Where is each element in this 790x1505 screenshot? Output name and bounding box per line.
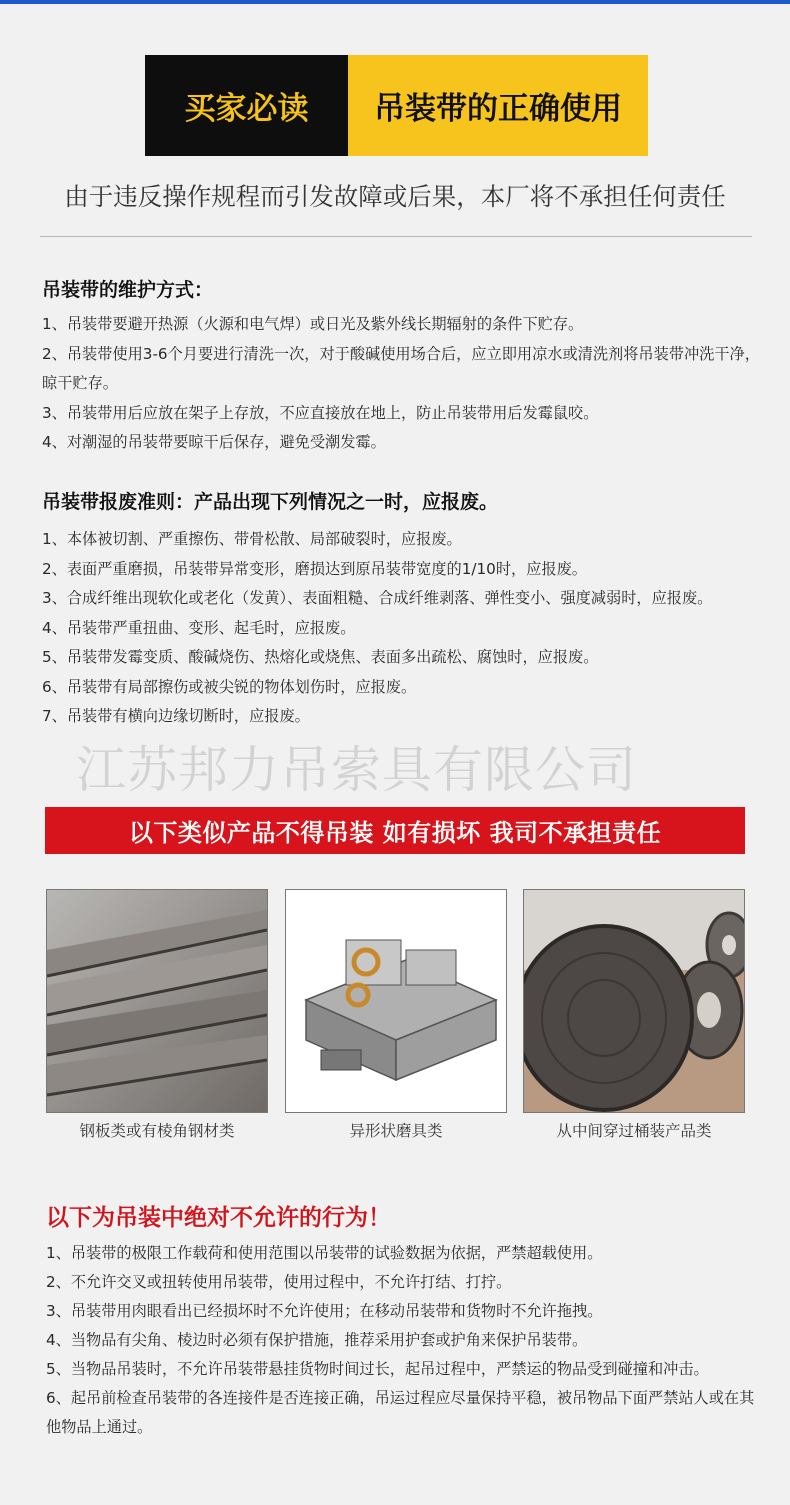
prohibited-heading: 以下为吊装中绝对不允许的行为！ — [46, 1205, 391, 1231]
list-item: 1、吊装带要避开热源（火源和电气焊）或日光及紫外线长期辐射的条件下贮存。 — [42, 315, 584, 333]
header-banner — [145, 55, 648, 156]
list-item: 3、吊装带用肉眼看出已经损坏时不允许使用；在移动吊装带和货物时不允许拖拽。 — [46, 1302, 603, 1320]
list-item: 6、起吊前检查吊装带的各连接件是否连接正确，吊运过程应尽量保持平稳，被吊物品下面严禁站人或在其他物品上通过。 — [46, 1389, 755, 1436]
list-item: 3、合成纤维出现软化或老化（发黄）、表面粗糙、合成纤维剥落、弹性变小、强度减弱时，应报废。 — [42, 589, 713, 607]
list-item: 1、本体被切割、严重擦伤、带骨松散、局部破裂时，应报废。 — [42, 530, 462, 548]
mold-die-image — [285, 889, 507, 1113]
banner-title: 吊装带的正确使用 — [348, 55, 648, 156]
scrap-heading: 吊装带报废准则：产品出现下列情况之一时，应报废。 — [42, 491, 499, 513]
steel-coils-image — [523, 889, 745, 1113]
divider — [40, 236, 752, 237]
product-caption: 异形状磨具类 — [349, 1122, 443, 1140]
list-item: 4、当物品有尖角、棱边时必须有保护措施，推荐采用护套或护角来保护吊装带。 — [46, 1331, 588, 1349]
list-item: 1、吊装带的极限工作载荷和使用范围以吊装带的试验数据为依据，严禁超载使用。 — [46, 1244, 603, 1262]
maintenance-list — [42, 310, 762, 458]
list-item: 5、当物品吊装时，不允许吊装带悬挂货物时间过长，起吊过程中，严禁运的物品受到碰撞和冲击。 — [46, 1360, 709, 1378]
scrap-list — [42, 525, 762, 732]
company-watermark: 江苏邦力吊索具有限公司 — [76, 741, 637, 799]
list-item: 2、不允许交叉或扭转使用吊装带，使用过程中，不允许打结、打拧。 — [46, 1273, 512, 1291]
steel-plates-image — [46, 889, 268, 1113]
maintenance-heading: 吊装带的维护方式： — [42, 279, 214, 301]
list-item: 4、吊装带严重扭曲、变形、起毛时，应报废。 — [42, 618, 356, 637]
disclaimer-text: 由于违反操作规程而引发故障或后果，本厂将不承担任何责任 — [64, 182, 726, 211]
banner-buyer-notice: 买家必读 — [145, 55, 348, 156]
list-item: 4、对潮湿的吊装带要晾干后保存，避免受潮发霉。 — [42, 433, 386, 451]
warning-bar: 以下类似产品不得吊装 如有损坏 我司不承担责任 — [45, 807, 745, 854]
list-item: 2、表面严重磨损，吊装带异常变形，磨损达到原吊装带宽度的1/10时，应报废。 — [42, 559, 587, 578]
list-item: 7、吊装带有横向边缘切断时，应报废。 — [42, 707, 310, 725]
top-accent-bar — [0, 0, 790, 4]
list-item: 6、吊装带有局部擦伤或被尖锐的物体划伤时，应报废。 — [42, 677, 417, 696]
list-item: 5、吊装带发霉变质、酸碱烧伤、热熔化或烧焦、表面多出疏松、腐蚀时，应报废。 — [42, 648, 599, 666]
prohibited-list — [46, 1239, 766, 1442]
list-item: 2、吊装带使用3-6个月要进行清洗一次，对于酸碱使用场合后，应立即用凉水或清洗剂将吊装带冲洗干净，晾干贮存。 — [42, 344, 760, 392]
product-caption: 钢板类或有棱角钢材类 — [79, 1122, 235, 1140]
product-caption: 从中间穿过桶装产品类 — [556, 1122, 712, 1140]
list-item: 3、吊装带用后应放在架子上存放，不应直接放在地上，防止吊装带用后发霉鼠咬。 — [42, 403, 599, 422]
